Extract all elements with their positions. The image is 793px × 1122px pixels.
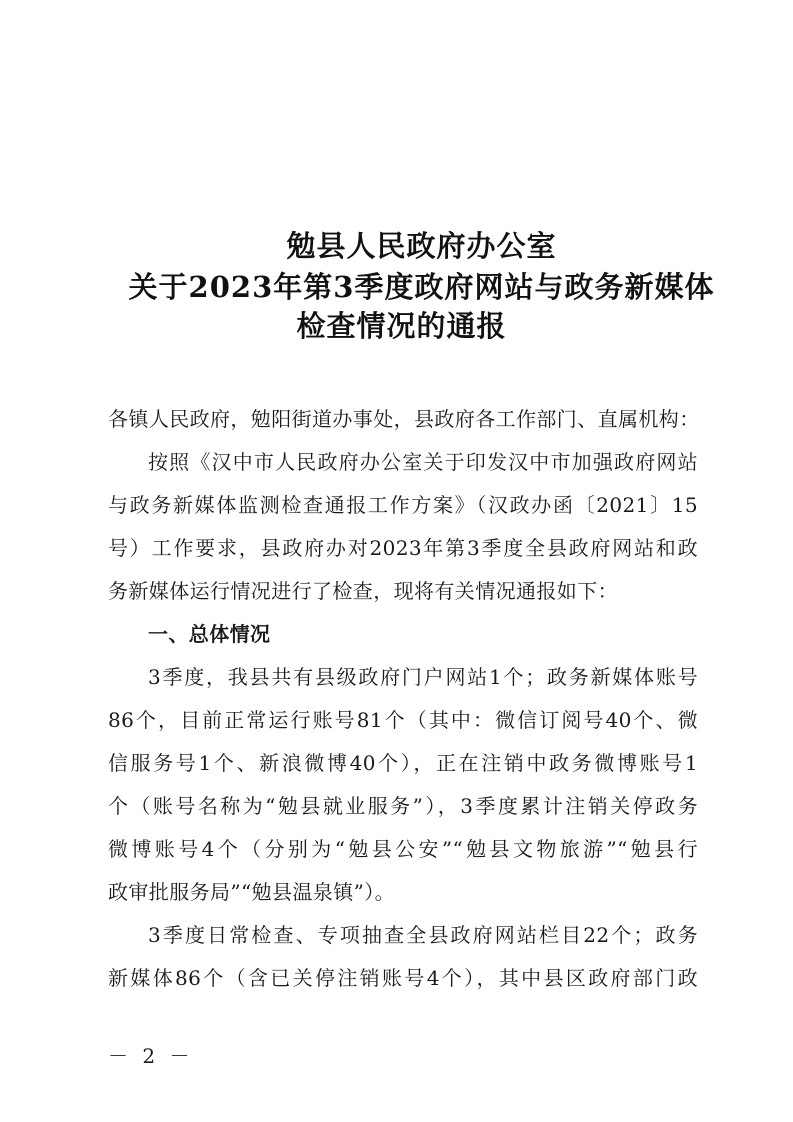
paragraph-1-line-4: 务新媒体运行情况进行了检查，现将有关情况通报如下： bbox=[108, 579, 618, 603]
paragraph-1-line-3: 号）工作要求，县政府办对2023年第3季度全县政府网站和政 bbox=[108, 536, 698, 560]
paragraph-2-line-2: 86个，目前正常运行账号81个（其中：微信订阅号40个、微 bbox=[108, 708, 698, 732]
document-title-line-2: 关于2023年第3季度政府网站与政务新媒体 bbox=[128, 270, 715, 304]
paragraph-3-line-2: 新媒体86个（含已关停注销账号4个），其中县区政府部门政 bbox=[108, 966, 698, 990]
paragraph-1-line-2: 与政务新媒体监测检查通报工作方案》（汉政办函〔2021〕15 bbox=[108, 493, 698, 517]
paragraph-2-line-1: 3季度，我县共有县级政府门户网站1个；政务新媒体账号 bbox=[148, 665, 698, 689]
paragraph-2-line-5: 微博账号4个（分别为“勉县公安”“勉县文物旅游”“勉县行 bbox=[108, 837, 698, 861]
section-heading-overview: 一、总体情况 bbox=[148, 622, 271, 646]
paragraph-2-line-4: 个（账号名称为“勉县就业服务”），3季度累计注销关停政务 bbox=[108, 794, 698, 818]
paragraph-3-line-1: 3季度日常检查、专项抽查全县政府网站栏目22个；政务 bbox=[148, 923, 698, 947]
document-title-line-3: 检查情况的通报 bbox=[296, 309, 507, 343]
salutation: 各镇人民政府，勉阳街道办事处，县政府各工作部门、直属机构： bbox=[108, 407, 700, 431]
page-number: － 2 － bbox=[108, 1044, 194, 1068]
paragraph-2-line-6: 政审批服务局”“勉县温泉镇”）。 bbox=[108, 880, 396, 904]
paragraph-1-line-1: 按照《汉中市人民政府办公室关于印发汉中市加强政府网站 bbox=[148, 450, 698, 474]
paragraph-2-line-3: 信服务号1个、新浪微博40个），正在注销中政务微博账号1 bbox=[108, 751, 698, 775]
document-title-line-1: 勉县人民政府办公室 bbox=[286, 229, 557, 263]
